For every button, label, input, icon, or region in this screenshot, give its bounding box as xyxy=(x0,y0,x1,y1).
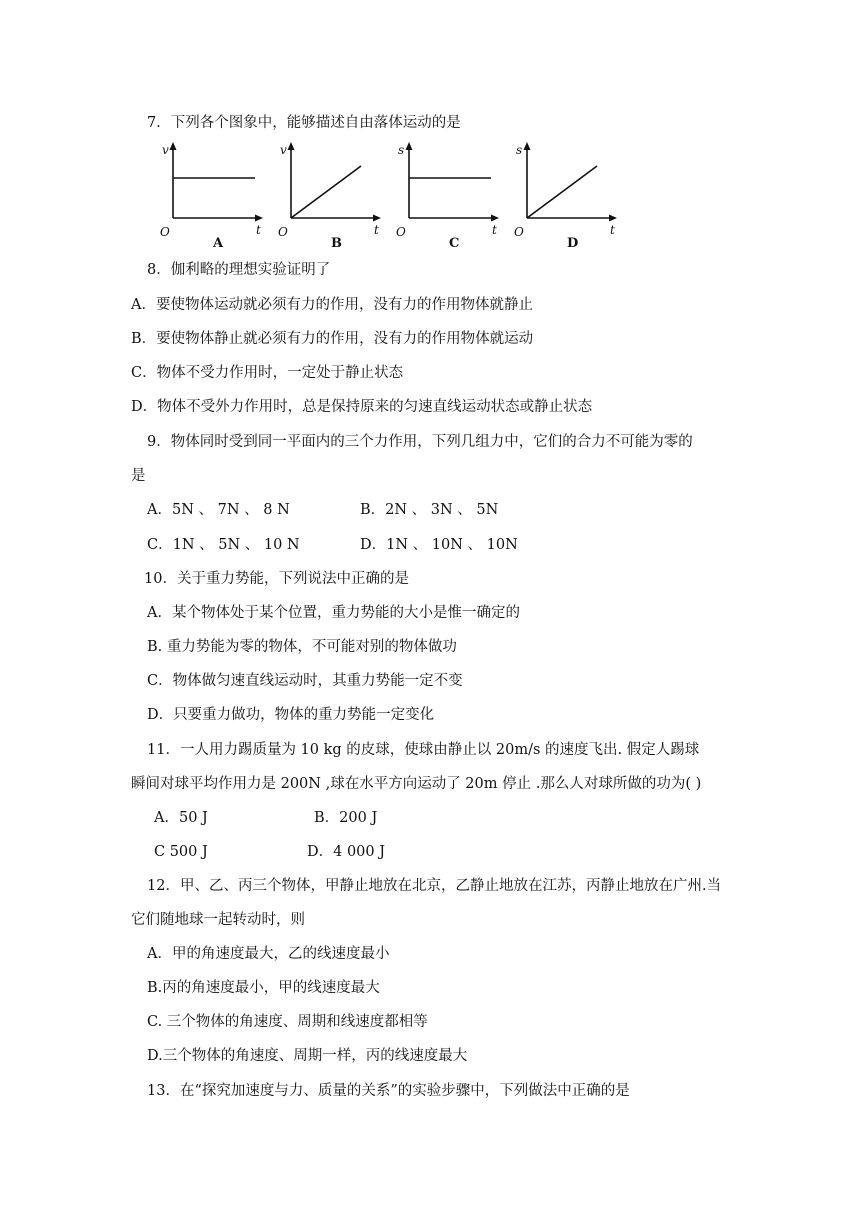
q11-option-c: C 500 J xyxy=(154,844,208,860)
q11-option-d: D．4 000 J xyxy=(307,844,386,860)
graph-a xyxy=(155,138,267,250)
x-axis-arrow xyxy=(255,215,263,222)
q13-stem: 13．在“探究加速度与力、质量的关系”的实验步骤中，下列做法中正确的是 xyxy=(147,1083,630,1099)
graph-b xyxy=(273,138,385,250)
q12-option-c: C. 三个物体的角速度、周期和线速度都相等 xyxy=(147,1014,428,1030)
q9-stem-line1: 9．物体同时受到同一平面内的三个力作用，下列几组力中，它们的合力不可能为零的 xyxy=(147,434,693,450)
graph-svg xyxy=(391,138,503,250)
q7-stem: 7．下列各个图象中，能够描述自由落体运动的是 xyxy=(147,115,461,131)
graph-line xyxy=(291,166,361,218)
q10-option-c: C．物体做匀速直线运动时，其重力势能一定不变 xyxy=(147,673,463,689)
x-axis-label: t xyxy=(610,223,615,237)
q11-option-a: A．50 J xyxy=(154,810,208,826)
q10-stem: 10．关于重力势能，下列说法中正确的是 xyxy=(144,571,409,587)
y-axis-label: s xyxy=(398,143,405,157)
y-axis-label: s xyxy=(516,143,523,157)
q11-stem-line1: 11．一人用力踢质量为 10 kg 的皮球，使球由静止以 20m/s 的速度飞出. 假定人踢球 xyxy=(147,742,700,758)
graph-c xyxy=(391,138,503,250)
x-axis-label: t xyxy=(256,223,261,237)
y-axis-arrow xyxy=(288,142,295,150)
y-axis-arrow xyxy=(170,142,177,150)
q8-stem: 8．伽利略的理想实验证明了 xyxy=(147,262,331,278)
y-axis-arrow xyxy=(406,142,413,150)
q12-option-b: B.丙的角速度最小，甲的线速度最大 xyxy=(147,980,380,996)
q9-option-a: A．5N 、 7N 、 8 N xyxy=(147,502,290,518)
y-axis-label: v xyxy=(280,143,287,157)
graph-letter: C xyxy=(449,236,460,251)
graph-letter: B xyxy=(331,236,342,251)
y-axis-label: v xyxy=(162,143,169,157)
graph-line xyxy=(527,166,597,218)
q12-option-a: A．甲的角速度最大，乙的线速度最小 xyxy=(147,946,390,962)
origin-label: O xyxy=(396,225,406,239)
graph-d xyxy=(509,138,621,250)
q10-option-a: A．某个物体处于某个位置，重力势能的大小是惟一确定的 xyxy=(147,605,520,621)
q11-stem-line2: 瞬间对球平均作用力是 200N ,球在水平方向运动了 20m 停止 .那么人对球所做的功为( ) xyxy=(131,776,702,792)
q12-stem-line1: 12．甲、乙、丙三个物体，甲静止地放在北京，乙静止地放在江苏，丙静止地放在广州.当 xyxy=(147,878,722,894)
x-axis-arrow xyxy=(491,215,499,222)
origin-label: O xyxy=(278,225,288,239)
q8-option-c: C．物体不受力作用时，一定处于静止状态 xyxy=(131,365,404,381)
q12-stem-line2: 它们随地球一起转动时，则 xyxy=(131,912,305,928)
q12-option-d: D.三个物体的角速度、周期一样，丙的线速度最大 xyxy=(147,1048,468,1064)
graph-svg xyxy=(155,138,267,250)
q8-option-b: B．要使物体静止就必须有力的作用，没有力的作用物体就运动 xyxy=(131,331,534,347)
x-axis-arrow xyxy=(373,215,381,222)
q9-option-b: B．2N 、 3N 、 5N xyxy=(360,502,499,518)
graph-svg xyxy=(509,138,621,250)
origin-label: O xyxy=(514,225,524,239)
q7-graphs xyxy=(155,138,625,250)
origin-label: O xyxy=(160,225,170,239)
graph-letter: A xyxy=(213,236,224,251)
q10-option-d: D．只要重力做功，物体的重力势能一定变化 xyxy=(147,707,435,723)
graph-letter: D xyxy=(567,236,579,251)
y-axis-arrow xyxy=(524,142,531,150)
x-axis-label: t xyxy=(374,223,379,237)
q9-stem-line2: 是 xyxy=(131,468,146,484)
q9-option-c: C．1N 、 5N 、 10 N xyxy=(147,537,300,553)
q8-option-d: D．物体不受外力作用时，总是保持原来的匀速直线运动状态或静止状态 xyxy=(131,399,593,415)
x-axis-arrow xyxy=(609,215,617,222)
graph-svg xyxy=(273,138,385,250)
q10-option-b: B. 重力势能为零的物体，不可能对别的物体做功 xyxy=(147,639,457,655)
q9-option-d: D．1N 、 10N 、 10N xyxy=(360,537,518,553)
x-axis-label: t xyxy=(492,223,497,237)
q11-option-b: B．200 J xyxy=(314,810,378,826)
q8-option-a: A．要使物体运动就必须有力的作用，没有力的作用物体就静止 xyxy=(131,297,533,313)
